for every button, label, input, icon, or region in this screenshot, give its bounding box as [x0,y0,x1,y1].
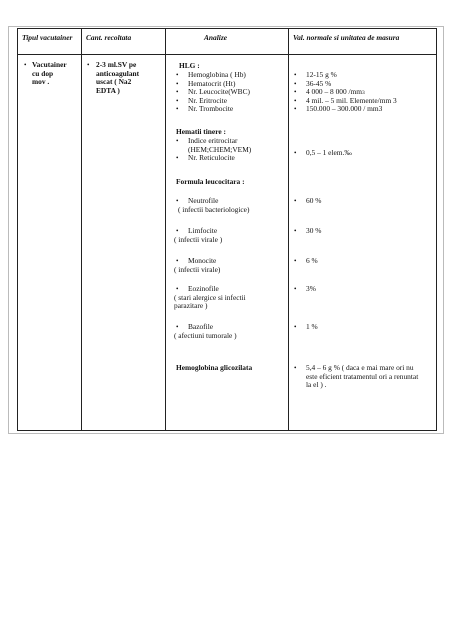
header-analize: Analize [204,33,227,42]
bullet: • [87,61,90,69]
hematii-tinere-title: Hematii tinere : [176,127,226,136]
hlg-item: Hemoglobina ( Hb) [188,70,246,79]
bullet: • [294,88,297,97]
hlg-value: 4 mil. – 5 mil. Elemente/mm 3 [306,95,397,105]
bullet: • [176,88,179,97]
sample-quantity [96,61,139,95]
hlg-item: Nr. Eritrocite [188,95,227,105]
hematii-item: Indice eritrocitar [188,136,238,145]
hemoglobina-glicozilata-title: Hemoglobina glicozilata [176,363,253,372]
column-divider [288,29,289,430]
bullet: • [176,197,179,205]
bullet: • [176,79,179,88]
formula-item: Monocite [188,256,217,265]
bullet: • [24,61,27,69]
bullet: • [176,71,179,79]
bullet: • [176,105,179,114]
quantity-line: uscat ( Na2 [96,77,132,87]
bullet: • [294,323,297,331]
bullet: • [176,323,179,331]
bullet: • [176,137,179,145]
hematii-item: Nr. Reticulocite [188,153,235,163]
bullet: • [294,96,297,105]
bullet: • [176,227,179,235]
formula-title: Formula leucocitara : [176,177,245,186]
hematii-value: 0,5 – 1 elem.‰ [306,148,352,157]
quantity-line: 2-3 ml.SV pe [96,60,137,69]
hba1c-value: la el ) . [306,380,327,390]
formula-item: Bazofile [188,322,214,331]
bullet: • [294,71,297,79]
quantity-line: anticoagulant [96,68,140,78]
bullet: • [294,149,297,157]
header-tip-vacutainer: Tipul vacutainer [22,33,73,42]
formula-note: ( infectii virale ) [174,234,223,244]
bullet: • [294,197,297,205]
vacutainer-line: Vacutainer [32,60,67,69]
bullet: • [294,364,297,372]
value-text: 4 000 – 8 000 /mm [306,87,363,97]
vacutainer-line: mov . [32,77,50,87]
header-divider [18,54,436,55]
hba1c-value: 5,4 – 6 g % ( daca e mai mare ori nu [306,363,414,372]
bullet: • [294,105,297,114]
bullet: • [176,96,179,105]
column-divider [165,29,166,430]
value-subscript: 3 [362,90,365,97]
bullet: • [176,257,179,265]
formula-value: 60 % [306,196,322,205]
hlg-item: Nr. Trombocite [188,104,234,114]
bullet: • [294,285,297,293]
formula-value: 30 % [306,226,322,235]
bullet: • [294,79,297,88]
header-cant-recoltata: Cant. recoltata [86,33,132,42]
bullet: • [176,285,179,293]
formula-value: 6 % [306,256,318,265]
hematii-item: (HEM;CHEM;VEM) [188,144,252,154]
formula-note: ( afectiuni tumorale ) [174,330,237,340]
formula-note: ( infectii virale) [174,264,221,274]
formula-item: Eozinofile [188,284,219,293]
formula-note: ( infectii bacteriologice) [178,204,250,214]
header-valori-normale: Val. normale si unitatea de masura [293,33,400,42]
hlg-value: 12-15 g % [306,70,337,79]
formula-value: 1 % [306,322,318,331]
column-divider [81,29,82,430]
hlg-item: Hematocrit (Ht) [188,78,236,88]
bullet: • [294,257,297,265]
formula-note: parazitare ) [174,301,208,311]
quantity-line: EDTA ) [96,85,120,95]
formula-item: Limfocite [188,226,218,235]
bullet: • [176,154,179,163]
hlg-title: HLG : [179,61,200,70]
hba1c-value: este eficient tratamentul ori a renuntat [306,371,419,381]
hlg-item: Nr. Leucocite(WBC) [188,87,250,97]
formula-value: 3% [306,284,316,293]
bullet: • [294,227,297,235]
vacutainer-type [32,61,67,87]
hlg-value: 150.000 – 300.000 / mm3 [306,104,383,114]
analysis-table [17,28,437,431]
formula-item: Neutrofile [188,196,219,205]
vacutainer-line: cu dop [32,68,54,78]
hlg-value: 36-45 % [306,78,332,88]
formula-note: ( stari alergice si infectii [174,292,246,302]
